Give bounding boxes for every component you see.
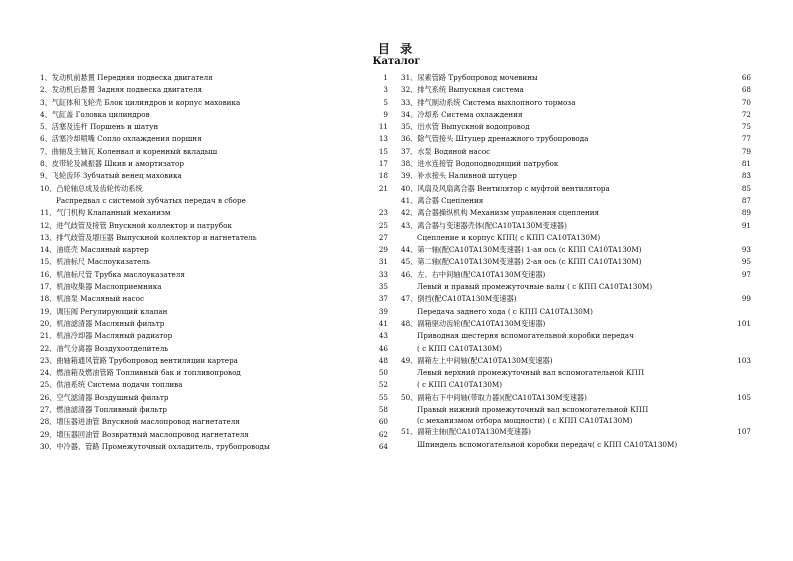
toc-entry — [40, 429, 388, 441]
toc-entry-title: 35、出水管 Выпускной водопровод — [401, 122, 530, 132]
toc-entry — [401, 281, 751, 293]
toc-entry-page: 91 — [741, 220, 751, 230]
toc-entry — [40, 318, 388, 330]
toc-entry — [401, 97, 751, 109]
toc-entry — [40, 170, 388, 182]
toc-entry-title: 24、燃油箱及燃油管路 Топливный бак и топливопровод — [40, 368, 241, 378]
toc-right-column — [401, 72, 751, 451]
toc-entry — [40, 195, 388, 207]
toc-entry-title: 47、倒挡(配CA10TA130M变速器) — [401, 294, 517, 304]
toc-entry — [401, 133, 751, 145]
toc-entry-page: 89 — [741, 208, 751, 218]
toc-entry-page: 18 — [378, 171, 388, 181]
toc-entry — [401, 195, 751, 207]
toc-entry — [401, 121, 751, 133]
toc-entry-page: 9 — [383, 109, 388, 119]
toc-entry-title: 37、水泵 Водяной насос — [401, 146, 491, 156]
toc-entry-title: 40、风扇及风扇离合器 Вентилятор с муфтой вентилятора — [401, 183, 610, 193]
toc-entry-title: 34、冷却系 Система охлаждения — [401, 109, 523, 119]
toc-entry-title: 42、离合器操纵机构 Механизм управления сцепления — [401, 208, 600, 218]
toc-entry — [401, 109, 751, 121]
toc-entry — [40, 355, 388, 367]
toc-entry-title: ( с КПП CA10TA130M) — [417, 380, 503, 390]
toc-entry-page: 85 — [741, 183, 751, 193]
toc-entry — [40, 97, 388, 109]
toc-entry-title: 14、油底壳 Масляный картер — [40, 245, 149, 255]
toc-entry — [40, 441, 388, 453]
toc-entry — [40, 244, 388, 256]
toc-entry-page: 17 — [378, 159, 388, 169]
toc-entry-title: Приводная шестерня вспомогательной коробки передач — [417, 331, 634, 341]
toc-entry-page: 13 — [378, 134, 388, 144]
toc-entry — [40, 343, 388, 355]
toc-entry — [40, 379, 388, 391]
toc-entry-page: 83 — [741, 171, 751, 181]
toc-entry-title: 28、增压器进油管 Впускной маслопровод нагнетателя — [40, 417, 240, 427]
toc-entry — [401, 367, 751, 379]
toc-entry-title: 46、左、右中间轴(配CA10TA130M变速器) — [401, 269, 546, 279]
toc-entry-page: 33 — [378, 269, 388, 279]
toc-entry-title: 18、机油泵 Масляный насос — [40, 294, 144, 304]
toc-entry-page: 103 — [737, 355, 751, 365]
toc-entry-page: 25 — [378, 220, 388, 230]
toc-entry — [40, 109, 388, 121]
toc-entry-page: 37 — [378, 294, 388, 304]
toc-entry-title: 10、凸轮轴总成及齿轮传动系统 — [40, 183, 143, 193]
toc-entry — [40, 220, 388, 232]
toc-entry — [40, 367, 388, 379]
toc-entry-title: 17、机油收集器 Маслоприемника — [40, 282, 162, 292]
toc-entry — [401, 343, 751, 355]
toc-entry — [401, 170, 751, 182]
toc-entry-title: 23、曲轴箱通风管路 Трубопровод вентиляции картера — [40, 355, 238, 365]
toc-entry — [40, 158, 388, 170]
toc-entry-page: 95 — [741, 257, 751, 267]
toc-entry — [401, 426, 751, 438]
toc-entry — [401, 256, 751, 268]
toc-entry-page: 97 — [741, 269, 751, 279]
toc-left-column — [40, 72, 388, 453]
toc-entry-page: 55 — [378, 392, 388, 402]
toc-entry — [40, 330, 388, 342]
toc-entry-page: 50 — [378, 368, 388, 378]
toc-entry-page: 105 — [737, 392, 751, 402]
toc-entry — [40, 133, 388, 145]
toc-entry-title: 12、进气歧管及接管 Впускной коллектор и патрубок — [40, 220, 232, 230]
toc-entry-title: 30、中冷器、管路 Промежуточный охладитель, трубопроводы — [40, 441, 270, 451]
toc-entry-title: Сцепление и корпус КПП( с КПП CA10TA130M) — [417, 232, 601, 242]
toc-entry — [401, 416, 751, 426]
toc-entry-title: 33、排气制动系统 Система выхлопного тормоза — [401, 97, 576, 107]
toc-entry-title: 11、气门机构 Клапанный механизм — [40, 208, 171, 218]
toc-entry — [40, 306, 388, 318]
toc-entry-title: 48、副箱驱动齿轮(配CA10TA130M变速器) — [401, 318, 546, 328]
toc-entry-page: 72 — [741, 109, 751, 119]
toc-entry-title: 9、飞轮齿环 Зубчатый венец маховика — [40, 171, 182, 181]
toc-entry-page: 77 — [741, 134, 751, 144]
toc-entry — [40, 72, 388, 84]
toc-entry-page: 15 — [378, 146, 388, 156]
toc-entry-page: 68 — [741, 85, 751, 95]
toc-entry — [401, 183, 751, 195]
toc-entry — [401, 330, 751, 342]
toc-entry — [40, 207, 388, 219]
toc-entry-title: 39、补水接头 Наливной штуцер — [401, 171, 517, 181]
toc-entry-title: 15、机油标尺 Маслоуказатель — [40, 257, 150, 267]
toc-entry — [401, 306, 751, 318]
toc-entry — [401, 392, 751, 404]
toc-entry-title: Левый и правый промежуточные валы ( с КПП CA10TA130M) — [417, 282, 653, 292]
toc-entry-page: 23 — [378, 208, 388, 218]
toc-entry — [40, 183, 388, 195]
toc-entry-title: 4、气缸盖 Головка цилиндров — [40, 109, 150, 119]
toc-entry — [40, 269, 388, 281]
toc-entry-title: Распредвал с системой зубчатых передач в сборе — [56, 195, 246, 205]
toc-entry-title: 32、排气系统 Выпускная система — [401, 85, 524, 95]
toc-entry-page: 31 — [378, 257, 388, 267]
toc-entry-title: Правый нижний промежуточный вал вспомогательной КПП — [417, 405, 649, 415]
toc-entry — [401, 220, 751, 232]
toc-entry-title: 21、机油冷却器 Масляный радиатор — [40, 331, 173, 341]
toc-entry — [401, 439, 751, 451]
toc-entry — [401, 207, 751, 219]
toc-entry-page: 27 — [378, 232, 388, 242]
toc-entry-page: 58 — [378, 405, 388, 415]
toc-entry — [40, 146, 388, 158]
toc-entry-title: 22、油气分离器 Воздухоотделитель — [40, 343, 169, 353]
toc-entry-title: 27、燃油滤清器 Топливный фильтр — [40, 405, 167, 415]
toc-entry-page: 43 — [378, 331, 388, 341]
toc-entry-title: 7、曲轴及主轴瓦 Коленвал и коренный вкладыш — [40, 146, 218, 156]
toc-entry-title: (с механизмом отбора мощности) ( с КПП CA10TA130M) — [417, 416, 633, 426]
toc-entry-page: 70 — [741, 97, 751, 107]
toc-entry — [401, 146, 751, 158]
toc-entry-title: 36、除气管接头 Штуцер дренажного трубопровода — [401, 134, 589, 144]
toc-entry-page: 60 — [378, 417, 388, 427]
toc-entry — [40, 256, 388, 268]
toc-entry-title: 43、离合器与变速器壳体(配CA10TA130M变速器) — [401, 220, 567, 230]
toc-entry-page: 101 — [737, 318, 751, 328]
toc-entry-page: 99 — [741, 294, 751, 304]
toc-entry-title: 6、活塞冷却喷嘴 Сопло охлаждения поршня — [40, 134, 202, 144]
toc-entry-title: 49、副箱左上中间轴(配CA10TA130M变速器) — [401, 355, 553, 365]
toc-entry — [40, 232, 388, 244]
toc-entry-title: 16、机油标尺管 Трубка маслоуказателя — [40, 269, 185, 279]
toc-entry — [401, 404, 751, 416]
toc-entry-page: 11 — [378, 122, 388, 132]
toc-entry — [40, 416, 388, 428]
toc-entry-title: 2、发动机后悬置 Задняя подвеска двигателя — [40, 85, 203, 95]
toc-entry — [401, 355, 751, 367]
toc-entry-title: 45、第二轴(配CA10TA130M变速器) 2-ая ось (с КПП CA10TA130M) — [401, 257, 642, 267]
toc-entry-page: 35 — [378, 282, 388, 292]
toc-entry-page: 107 — [737, 427, 751, 437]
toc-entry-title: Шпиндель вспомогательной коробки передач( с КПП CA10TA130M) — [417, 439, 678, 449]
toc-entry — [40, 281, 388, 293]
toc-entry-title: 38、进水连接管 Водоподводящий патрубок — [401, 159, 559, 169]
toc-entry-page: 1 — [383, 73, 388, 82]
toc-entry-title: 19、调压阀 Регулирующий клапан — [40, 306, 168, 316]
toc-entry — [401, 244, 751, 256]
toc-entry-page: 93 — [741, 245, 751, 255]
toc-entry-page: 41 — [378, 318, 388, 328]
toc-entry — [401, 379, 751, 391]
toc-entry — [401, 84, 751, 96]
toc-entry-title: 29、增压器回油管 Возвратный маслопровод нагнетателя — [40, 429, 249, 439]
toc-entry-title: Левый верхний промежуточный вал вспомогательной КПП — [417, 368, 645, 378]
toc-entry-page: 64 — [378, 441, 388, 451]
toc-entry-page: 66 — [741, 73, 751, 82]
page-title: 目 录 — [377, 42, 416, 56]
toc-entry-page: 79 — [741, 146, 751, 156]
toc-entry — [401, 318, 751, 330]
toc-entry-page: 75 — [741, 122, 751, 132]
toc-entry-page: 39 — [378, 306, 388, 316]
toc-entry-title: 5、活塞及连杆 Поршень и шатун — [40, 122, 159, 132]
toc-entry — [401, 293, 751, 305]
toc-entry-page: 29 — [378, 245, 388, 255]
page-subtitle: Каталог — [372, 56, 421, 67]
toc-entry — [401, 72, 751, 84]
toc-entry — [40, 404, 388, 416]
toc-entry-title: 25、供油系统 Система подачи топлива — [40, 380, 183, 390]
toc-entry-page: 5 — [383, 97, 388, 107]
toc-entry-title: 50、副箱右下中间轴(带取力器)(配CA10TA130M变速器) — [401, 392, 587, 402]
toc-entry-title: 31、尿素管路 Трубопровод мочевины — [401, 73, 538, 82]
toc-entry-title: 44、第一轴(配CA10TA130M变速器) 1-ая ось (с КПП CA10TA130M) — [401, 245, 642, 255]
toc-entry-page: 3 — [383, 85, 388, 95]
toc-entry-page: 81 — [741, 159, 751, 169]
toc-entry-title: 20、机油滤清器 Масляный фильтр — [40, 318, 165, 328]
toc-entry-title: 26、空气滤清器 Воздушный фильтр — [40, 392, 169, 402]
toc-entry — [401, 232, 751, 244]
toc-entry-title: 13、排气歧管及增压器 Выпускной коллектор и нагнетатель — [40, 232, 257, 242]
toc-entry-title: 51、副箱主轴(配CA10TA130M变速器) — [401, 427, 531, 437]
toc-entry-page: 87 — [741, 195, 751, 205]
toc-entry-page: 52 — [378, 380, 388, 390]
toc-entry-title: 3、气缸体和飞轮壳 Блок цилиндров и корпус маховика — [40, 97, 241, 107]
toc-entry-title: 41、离合器 Сцепления — [401, 195, 484, 205]
toc-entry-title: 1、发动机前悬置 Передняя подвеска двигателя — [40, 73, 213, 82]
toc-entry-title: Передача заднего хода ( с КПП CA10TA130M) — [417, 306, 593, 316]
toc-entry-page: 46 — [378, 343, 388, 353]
toc-entry-title: ( с КПП CA10TA130M) — [417, 343, 503, 353]
toc-entry-page: 48 — [378, 355, 388, 365]
toc-entry — [40, 121, 388, 133]
toc-entry-page: 21 — [378, 183, 388, 193]
toc-entry-page: 62 — [378, 429, 388, 439]
toc-entry — [401, 158, 751, 170]
toc-entry — [40, 392, 388, 404]
toc-entry — [401, 269, 751, 281]
toc-entry — [40, 84, 388, 96]
toc-entry — [40, 293, 388, 305]
toc-entry-title: 8、皮带轮及减振器 Шкив и амортизатор — [40, 159, 184, 169]
